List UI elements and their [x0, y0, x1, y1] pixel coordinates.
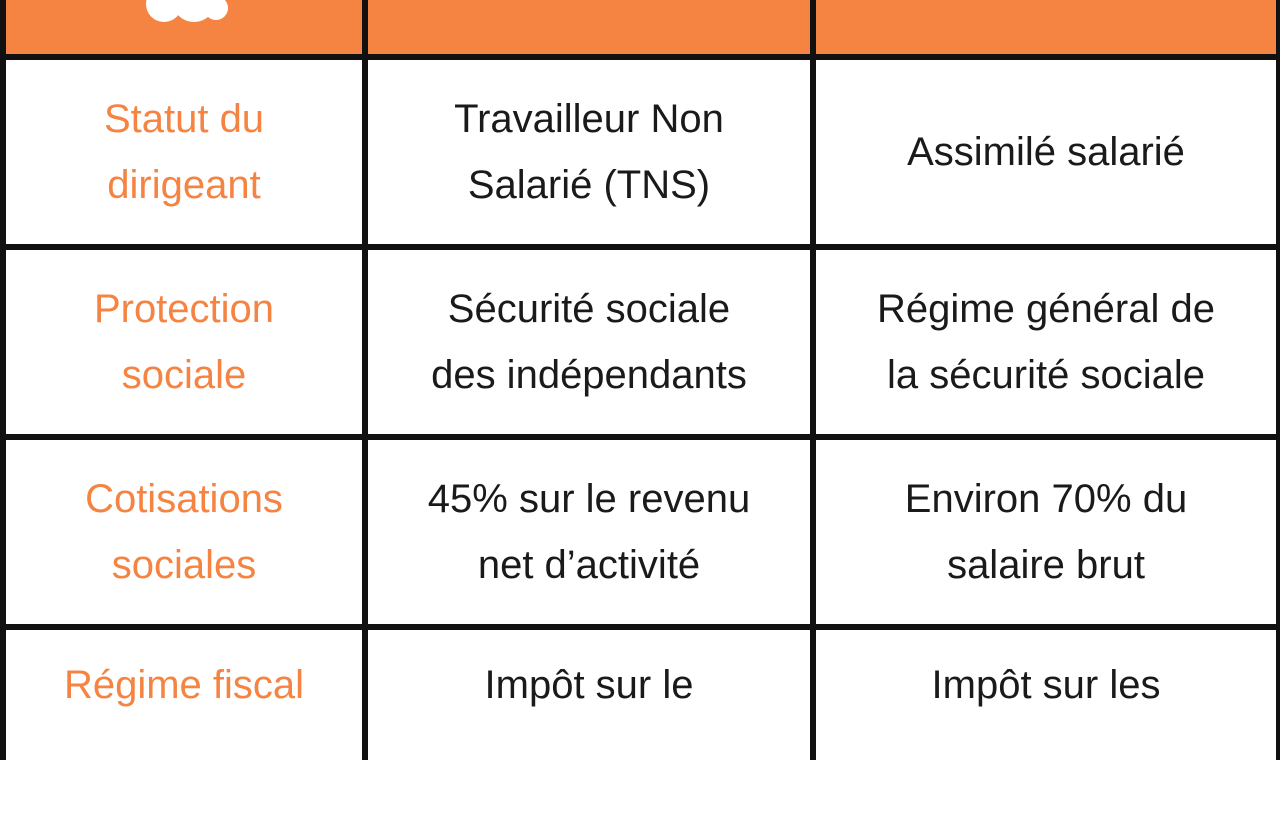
cell-line: net d’activité — [477, 543, 701, 587]
row-label-line: Statut du — [103, 97, 265, 141]
header-cell-logo — [6, 0, 362, 54]
row-cell-regime-fiscal-col2 — [368, 630, 810, 814]
cell-line: Sécurité sociale — [447, 287, 731, 331]
cell-line: Salarié (TNS) — [467, 163, 711, 207]
row-cell-protection-col3 — [816, 250, 1276, 434]
row-label-regime-fiscal — [6, 630, 362, 814]
logo-circles-icon — [136, 0, 236, 24]
row-cell-protection-col2 — [368, 250, 810, 434]
row-label-protection — [6, 250, 362, 434]
cell-line: Régime général de — [877, 287, 1215, 331]
cell-line: des indépendants — [431, 353, 747, 397]
cell-line: Impôt sur le — [484, 663, 694, 707]
row-cell-cotisations-col2 — [368, 440, 810, 624]
header-cell-col3 — [816, 0, 1276, 54]
row-label-line: Cotisations — [85, 477, 283, 521]
row-label-line: dirigeant — [107, 163, 261, 207]
cell-line: 45% sur le revenu — [427, 477, 751, 521]
cell-line: Environ 70% du — [904, 477, 1188, 521]
row-label-line: Protection — [93, 287, 275, 331]
header-cell-col2 — [368, 0, 810, 54]
row-cell-statut-col2 — [368, 60, 810, 244]
cell-line: la sécurité sociale — [887, 353, 1205, 397]
row-label-line: Régime fiscal — [63, 663, 305, 707]
row-label-statut — [6, 60, 362, 244]
row-label-line: sociales — [111, 543, 257, 587]
row-cell-cotisations-col3 — [816, 440, 1276, 624]
row-label-cotisations — [6, 440, 362, 624]
row-cell-regime-fiscal-col3 — [816, 630, 1276, 814]
row-cell-statut-col3 — [816, 60, 1276, 244]
cell-line: Impôt sur les — [931, 663, 1161, 707]
cell-line: Assimilé salarié — [907, 130, 1185, 174]
cell-line: salaire brut — [947, 543, 1145, 587]
cell-line: Travailleur Non — [454, 97, 724, 141]
row-label-line: sociale — [121, 353, 247, 397]
